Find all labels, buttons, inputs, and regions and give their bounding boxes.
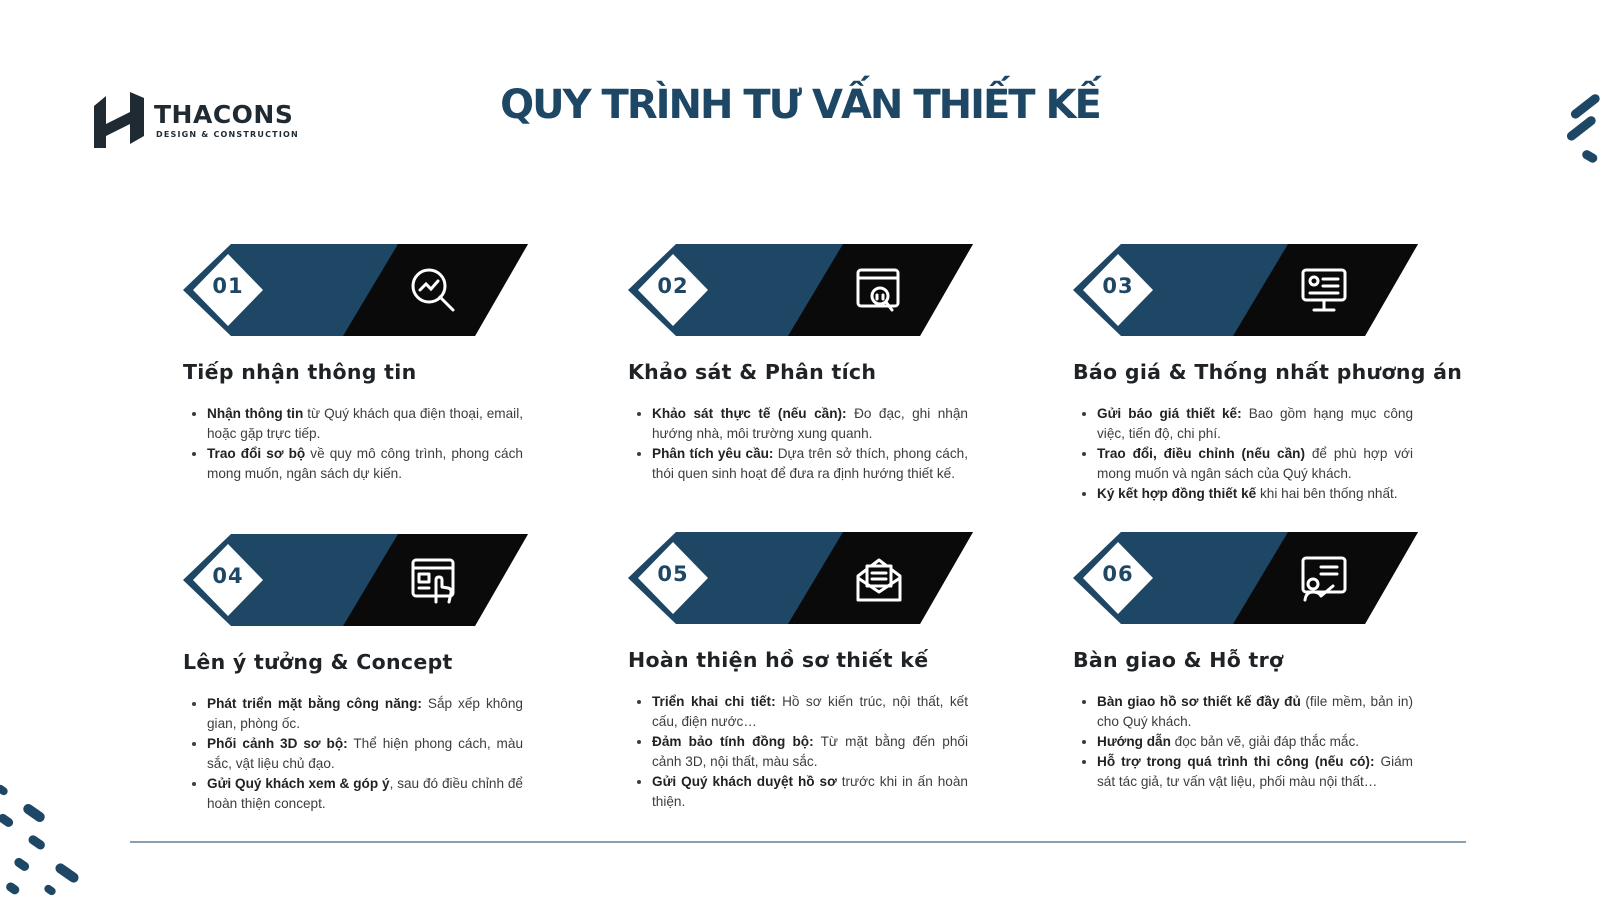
decorative-dashes-top-right (1560, 88, 1600, 178)
thacons-logo-mark (94, 90, 146, 150)
list-item: • Gửi Quý khách duyệt hồ sơ trước khi in ấn hoàn thiện. (652, 772, 968, 812)
list-item: • Trao đổi sơ bộ về quy mô công trình, phong cách mong muốn, ngân sách dự kiến. (207, 444, 523, 484)
step-number: 03 (1102, 274, 1134, 298)
page-title: QUY TRÌNH TƯ VẤN THIẾT KẾ (500, 82, 1100, 128)
step-number: 05 (657, 562, 689, 586)
step-number: 01 (212, 274, 244, 298)
step-bullet-list (1082, 692, 1413, 792)
list-item: • Gửi báo giá thiết kế: Bao gồm hạng mục công việc, tiến độ, chi phí. (1097, 404, 1413, 444)
bottom-divider (130, 841, 1466, 843)
design-click-icon (409, 556, 459, 606)
logo-brand-name: THACONS (154, 100, 294, 129)
survey-inspection-icon (854, 266, 904, 316)
document-envelope-icon (854, 554, 904, 604)
step-title: Khảo sát & Phân tích (628, 360, 877, 384)
list-item: • Nhận thông tin từ Quý khách qua điện thoại, email, hoặc gặp trực tiếp. (207, 404, 523, 444)
list-item: • Hỗ trợ trong quá trình thi công (nếu có): Giám sát tác giả, tư vấn vật liệu, phối màu nội thất… (1097, 752, 1413, 792)
certificate-handover-icon (1299, 554, 1349, 604)
list-item: • Khảo sát thực tế (nếu cần): Đo đạc, ghi nhận hướng nhà, môi trường xung quanh. (652, 404, 968, 444)
logo-tagline: DESIGN & CONSTRUCTION (156, 130, 299, 139)
list-item: • Gửi Quý khách xem & góp ý, sau đó điều chỉnh để hoàn thiện concept. (207, 774, 523, 814)
step-number: 04 (212, 564, 244, 588)
list-item: • Đảm bảo tính đồng bộ: Từ mặt bằng đến phối cảnh 3D, nội thất, màu sắc. (652, 732, 968, 772)
list-item: • Phối cảnh 3D sơ bộ: Thể hiện phong cách, màu sắc, vật liệu chủ đạo. (207, 734, 523, 774)
step-bullet-list (1082, 404, 1413, 504)
step-title: Bàn giao & Hỗ trợ (1073, 648, 1284, 672)
step-title: Báo giá & Thống nhất phương án (1073, 360, 1463, 384)
step-title: Tiếp nhận thông tin (183, 360, 417, 384)
list-item: • Bàn giao hồ sơ thiết kế đầy đủ (file mềm, bản in) cho Quý khách. (1097, 692, 1413, 732)
step-bullet-list (192, 404, 523, 484)
step-bullet-list (192, 694, 523, 814)
list-item: • Phát triển mặt bằng công năng: Sắp xếp không gian, phòng ốc. (207, 694, 523, 734)
list-item: • Triển khai chi tiết: Hồ sơ kiến trúc, nội thất, kết cấu, điện nước… (652, 692, 968, 732)
analytics-search-icon (409, 266, 459, 316)
step-bullet-list (637, 692, 968, 812)
thacons-logo (94, 90, 304, 152)
step-bullet-list (637, 404, 968, 484)
step-title: Hoàn thiện hồ sơ thiết kế (628, 648, 929, 672)
decorative-dashes-bottom-left (0, 780, 90, 900)
list-item: • Phân tích yêu cầu: Dựa trên sở thích, phong cách, thói quen sinh hoạt để đưa ra định hướng thiết kế. (652, 444, 968, 484)
list-item: • Ký kết hợp đồng thiết kế khi hai bên thống nhất. (1097, 484, 1413, 504)
presentation-board-icon (1299, 266, 1349, 316)
step-number: 06 (1102, 562, 1134, 586)
list-item: • Trao đổi, điều chỉnh (nếu cần) để phù hợp với mong muốn và ngân sách của Quý khách. (1097, 444, 1413, 484)
step-title: Lên ý tưởng & Concept (183, 650, 453, 674)
list-item: • Hướng dẫn đọc bản vẽ, giải đáp thắc mắc. (1097, 732, 1413, 752)
step-number: 02 (657, 274, 689, 298)
